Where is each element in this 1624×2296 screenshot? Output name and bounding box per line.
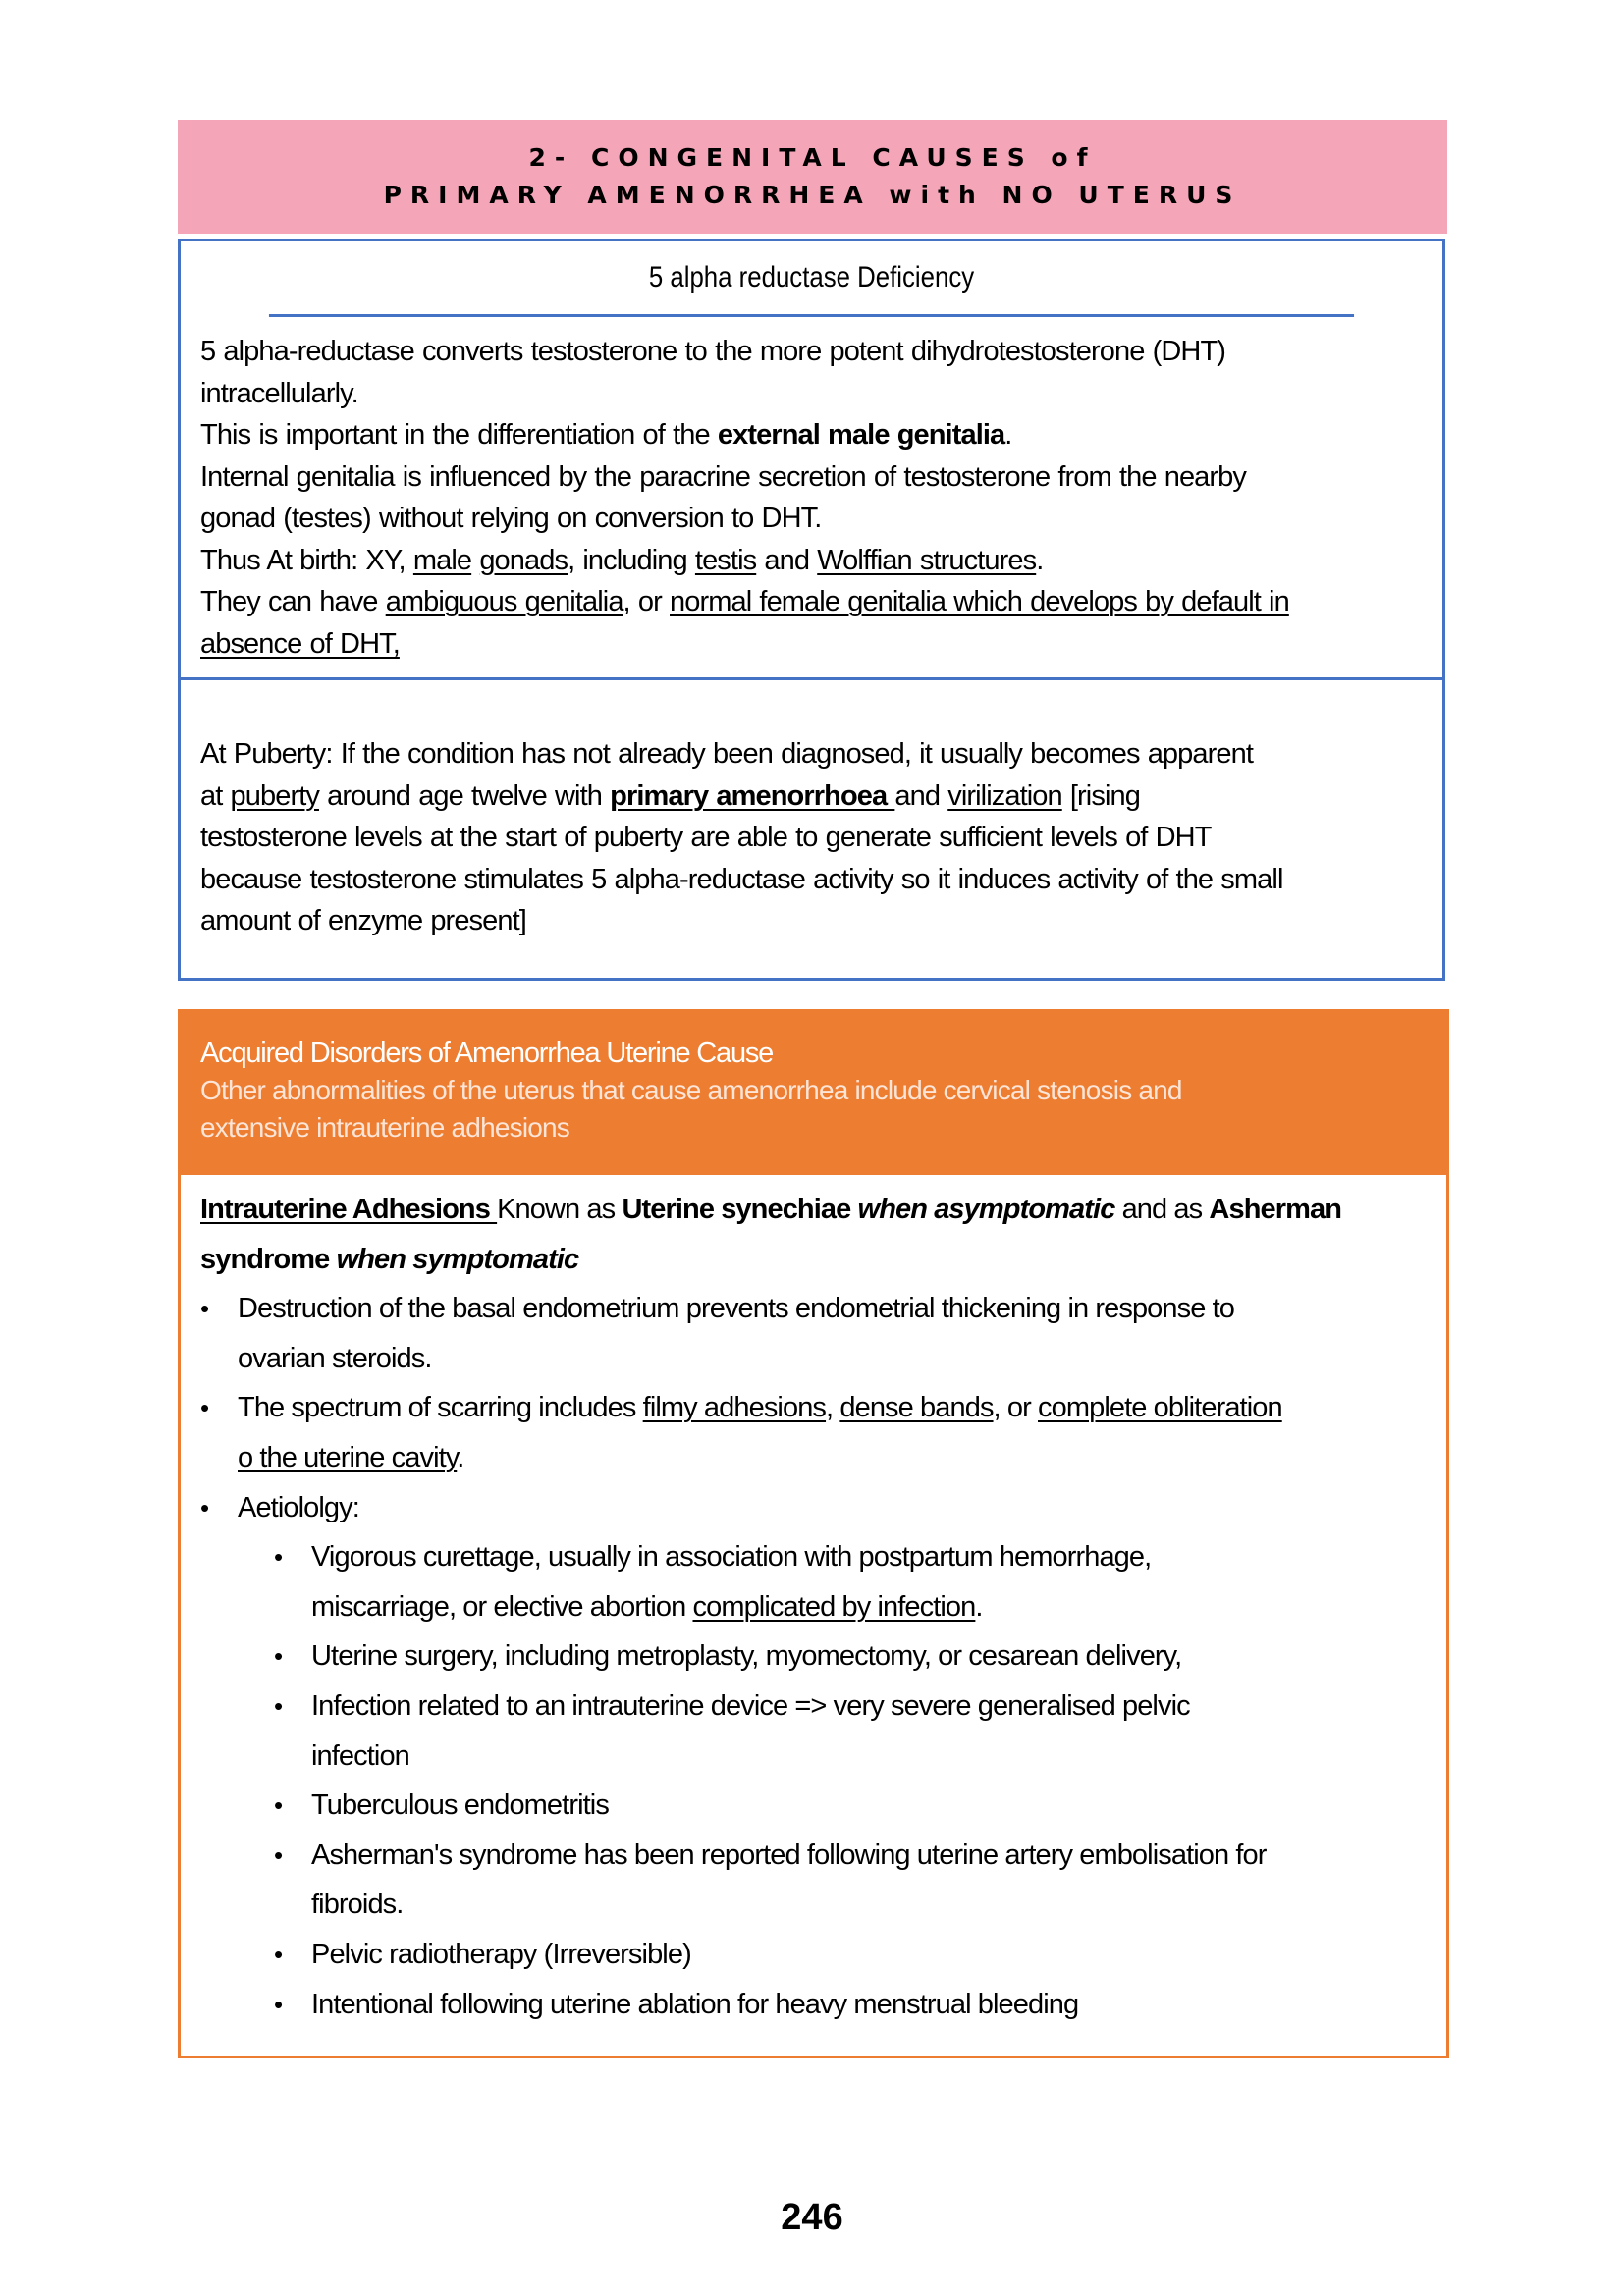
bold-italic-term: when symptomatic: [336, 1243, 579, 1275]
text-line: Internal genitalia is influenced by the paracrine secretion of testosterone from the nearby: [200, 460, 1246, 493]
underlined-term: male: [412, 544, 472, 576]
bold-underlined-term: primary amenorrhoea: [610, 779, 895, 812]
text-line: testosterone levels at the start of puberty are able to generate sufficient levels of DHT: [200, 822, 1212, 853]
text-line: 5 alpha-reductase converts testosterone to the more potent dihydrotestosterone (DHT): [200, 336, 1226, 367]
sub-list-item: [200, 1781, 1431, 1831]
list-item-continuation: ovarian steroids.: [238, 1342, 432, 1374]
text-run: Tuberculous endometritis: [311, 1789, 609, 1822]
list-item: [200, 1483, 1431, 1533]
text-line: [200, 540, 1425, 582]
underlined-term: Wolffian structures: [817, 544, 1037, 576]
text-run: The spectrum of scarring includes: [238, 1392, 643, 1424]
sub-list-item: [200, 1532, 1431, 1582]
underlined-term: gonads: [479, 544, 568, 576]
acquired-disorders-subtitle-1: Other abnormalities of the uterus that cause amenorrhea include cervical stenosis and: [200, 1075, 1182, 1105]
bold-term: external male genitalia: [717, 419, 1005, 451]
sub-list-item: [200, 1930, 1431, 1980]
deficiency-box: [178, 239, 1445, 981]
underlined-term: testis: [694, 544, 757, 576]
text-run: .: [975, 1590, 983, 1623]
list-item-continuation: [200, 1433, 1431, 1483]
text-line: [200, 775, 1425, 818]
bullet-icon: •: [274, 1840, 283, 1870]
title-line-1: 2- CONGENITAL CAUSES of: [528, 143, 1097, 172]
underlined-term: absence of DHT,: [200, 627, 400, 660]
text-line: [200, 581, 1425, 623]
text-run: Vigorous curettage, usually in association with postpartum hemorrhage,: [311, 1541, 1152, 1574]
bullet-icon: •: [274, 1790, 283, 1821]
intrauterine-adhesions-content: [181, 1175, 1446, 2029]
text-run: Pelvic radiotherapy (Irreversible): [311, 1938, 691, 1970]
sub-list-item-continuation: [200, 1582, 1431, 1632]
underlined-term: normal female genitalia which develops by default in: [670, 586, 1289, 617]
text-run: .: [1004, 419, 1012, 451]
bold-term: Uterine synechiae: [622, 1194, 858, 1225]
text-run: They can have: [200, 586, 386, 617]
at-puberty-paragraph: [200, 733, 1425, 942]
title-line-2: PRIMARY AMENORRHEA with NO UTERUS: [383, 181, 1242, 209]
text-run: ,: [826, 1392, 840, 1424]
text-line: [200, 623, 1425, 666]
bold-italic-term: when asymptomatic: [857, 1194, 1115, 1225]
text-run: , or: [993, 1392, 1039, 1424]
acquired-disorders-subtitle-2: extensive intrauterine adhesions: [200, 1112, 569, 1143]
text-run: Known as: [497, 1194, 623, 1225]
bold-term: syndrome: [200, 1243, 337, 1275]
underlined-term: dense bands: [839, 1392, 994, 1424]
at-birth-section: [181, 317, 1442, 680]
underlined-term: o the uterine cavity: [238, 1441, 458, 1473]
bullet-icon: •: [274, 1690, 283, 1721]
text-run: This is important in the differentiation of the: [200, 419, 718, 451]
bullet-icon: •: [274, 1542, 283, 1573]
text-line: amount of enzyme present]: [200, 905, 526, 936]
text-run: and: [756, 544, 818, 576]
text-run: at: [200, 779, 231, 812]
deficiency-heading: 5 alpha reductase Deficiency: [269, 241, 1354, 317]
bullet-icon: •: [274, 1989, 283, 2019]
text-line: At Puberty: If the condition has not already been diagnosed, it usually becomes apparent: [200, 738, 1253, 770]
bullet-icon: •: [200, 1393, 209, 1423]
sub-list-item-continuation: fibroids.: [311, 1889, 404, 1921]
list-item: [200, 1284, 1431, 1334]
underlined-term: complete obliteration: [1038, 1392, 1282, 1424]
underlined-term: filmy adhesions: [642, 1392, 827, 1424]
text-run: Intentional following uterine ablation for heavy menstrual bleeding: [311, 1988, 1079, 2020]
acquired-disorders-title: Acquired Disorders of Amenorrhea Uterine Cause: [200, 1038, 774, 1069]
acquired-disorders-header: [178, 1009, 1449, 1175]
bold-underlined-term: Intrauterine Adhesions: [200, 1194, 498, 1225]
underlined-term: complicated by infection: [692, 1590, 976, 1623]
bullet-icon: •: [200, 1492, 209, 1522]
text-run: and as: [1114, 1194, 1210, 1225]
text-line: because testosterone stimulates 5 alpha-reductase activity so it induces activity of the small: [200, 863, 1283, 895]
text-run: Uterine surgery, including metroplasty, myomectomy, or cesarean delivery,: [311, 1640, 1182, 1673]
at-birth-paragraph: [200, 331, 1425, 665]
underlined-term: puberty: [230, 779, 319, 812]
text-line: intracellularly.: [200, 377, 358, 409]
bullet-icon: •: [200, 1294, 209, 1324]
intro-line: [200, 1235, 1431, 1285]
text-run: Thus At birth: XY,: [200, 544, 413, 576]
underlined-term: ambiguous genitalia: [385, 586, 623, 617]
intro-line: [200, 1185, 1431, 1235]
text-run: miscarriage, or elective abortion: [311, 1590, 693, 1623]
sub-list-item-continuation: infection: [311, 1739, 409, 1772]
text-run: Infection related to an intrauterine device => very severe generalised pelvic: [311, 1689, 1190, 1722]
bold-term: Asherman: [1209, 1194, 1342, 1225]
section-title-banner: [178, 120, 1447, 234]
text-run: and: [894, 779, 948, 812]
bullet-icon: •: [274, 1641, 283, 1672]
text-run: around age twelve with: [318, 779, 611, 812]
list-item: [200, 1383, 1431, 1433]
text-run: .: [457, 1441, 464, 1473]
sub-list-item: [200, 1682, 1431, 1732]
bullet-icon: •: [274, 1939, 283, 1969]
text-run: [rising: [1061, 779, 1140, 812]
text-run: , or: [623, 586, 671, 617]
page-number: 246: [781, 2197, 843, 2238]
text-line: gonad (testes) without relying on conversion to DHT.: [200, 503, 822, 534]
text-run: Aetiololgy:: [238, 1491, 359, 1523]
at-puberty-section: [181, 680, 1442, 942]
sub-list-item: [200, 1831, 1431, 1881]
text-run: , including: [568, 544, 695, 576]
text-line: [200, 414, 1425, 456]
text-run: .: [1036, 544, 1044, 576]
sub-list-item: [200, 1980, 1431, 2030]
text-run: Destruction of the basal endometrium prevents endometrial thickening in response to: [238, 1293, 1235, 1325]
sub-list-item: [200, 1631, 1431, 1682]
acquired-disorders-box: [178, 1009, 1449, 2058]
text-run: Asherman's syndrome has been reported following uterine artery embolisation for: [311, 1839, 1267, 1871]
underlined-term: virilization: [947, 779, 1062, 812]
